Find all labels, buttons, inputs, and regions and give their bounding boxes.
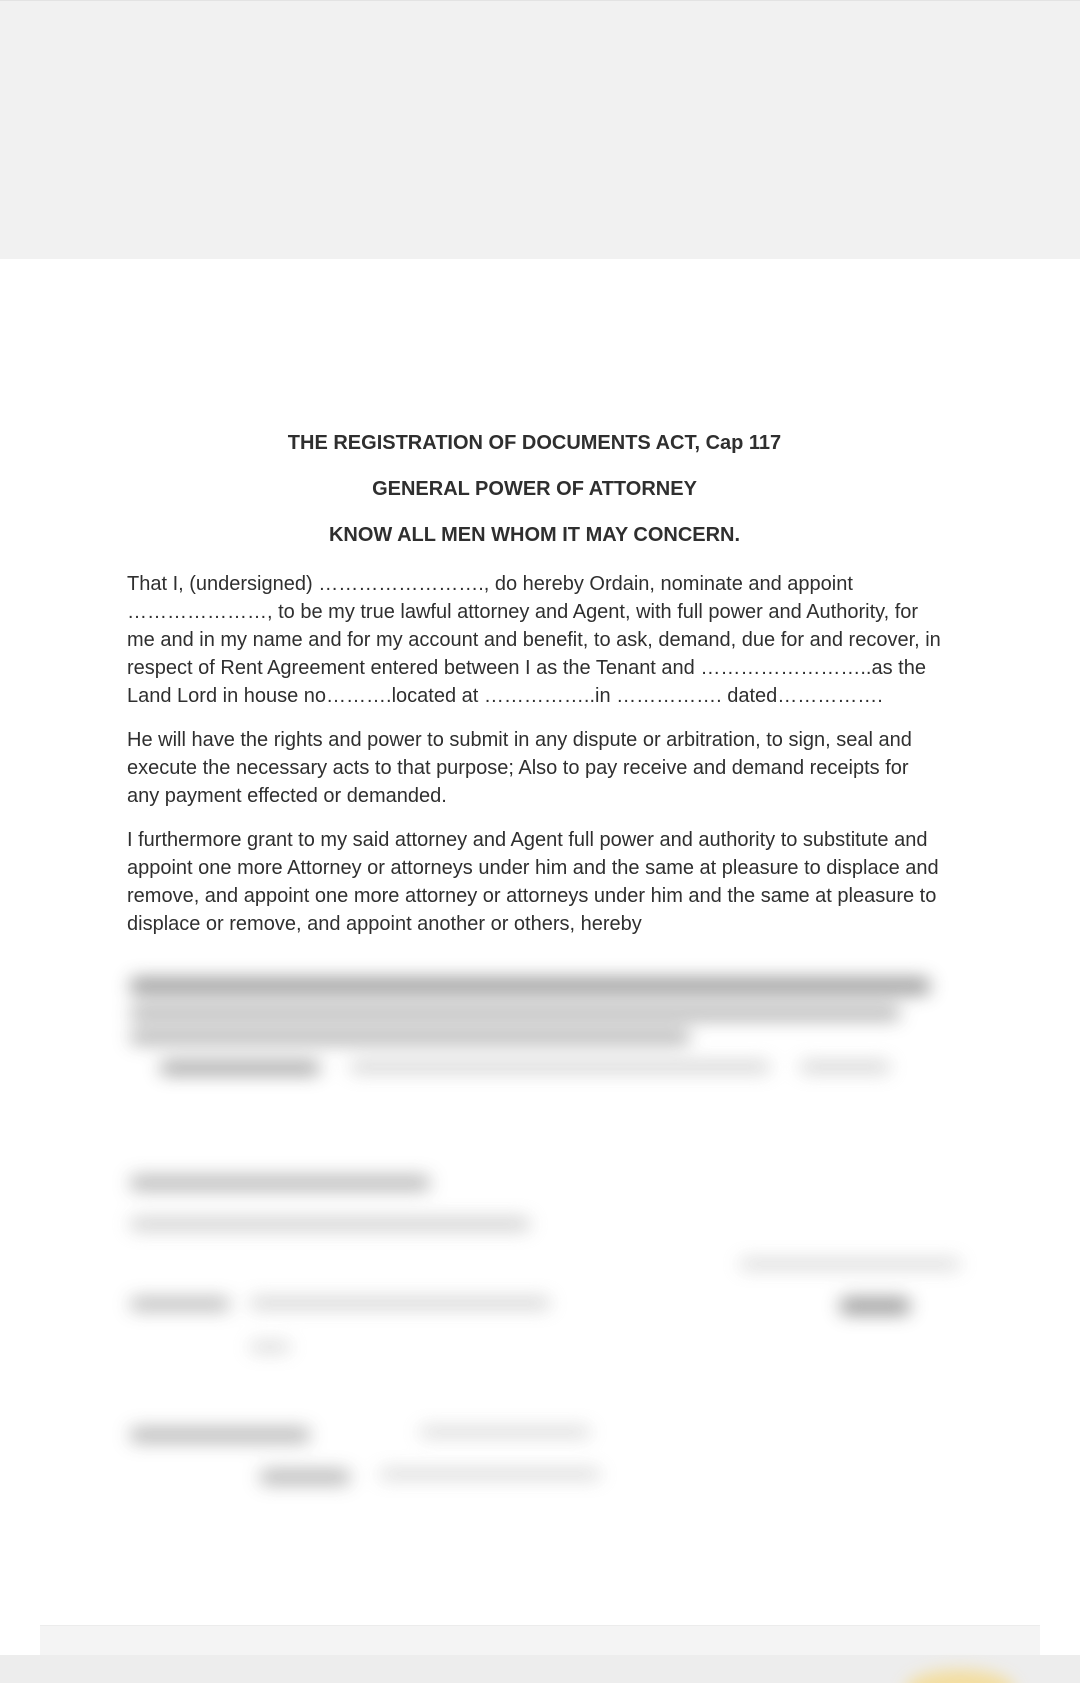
paragraph-rights: He will have the rights and power to submit in any dispute or arbitration, to sign, seal and execute the necessary acts to that purpose; Also to pay receive and demand receipts for any payment effected or demanded. bbox=[127, 729, 912, 807]
visible-body bbox=[127, 570, 957, 958]
document-header bbox=[127, 430, 942, 568]
blurred-preview-section bbox=[100, 958, 980, 1578]
document-title: GENERAL POWER OF ATTORNEY bbox=[372, 478, 697, 500]
act-heading: THE REGISTRATION OF DOCUMENTS ACT, Cap 117 bbox=[287, 432, 782, 454]
top-toolbar-area bbox=[0, 0, 1080, 259]
paragraph-substitution: I furthermore grant to my said attorney and Agent full power and authority to substitute and appoint one more Attorney or attorneys under him and the same at pleasure to displace and remove, and appoint one more attorney or attorneys under him and the same at pleasure to displace or remove, and appoint another or others, hereby bbox=[127, 829, 939, 935]
paragraph-appointment: That I, (undersigned) ……………………., do hereby Ordain, nominate and appoint …………………, to be my true lawful attorney and Agent, with full power and Authority, for me and in my name and for my account and benefit, to ask, demand, due for and recover, in respect of Rent Agreement entered between I as the Tenant and ……………………..as the Land Lord in house no……….located at ……………..in ……………. dated……………. bbox=[127, 573, 941, 707]
know-all-men-heading: KNOW ALL MEN WHOM IT MAY CONCERN. bbox=[328, 524, 741, 546]
